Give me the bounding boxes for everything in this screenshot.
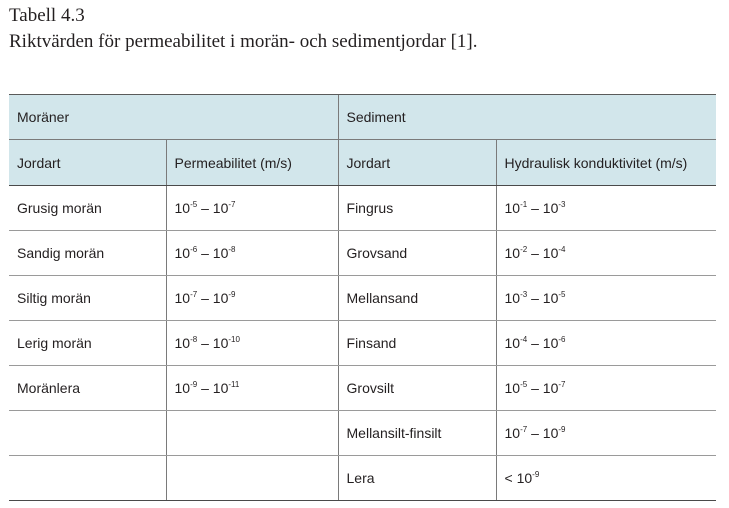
cell-right-conductivity: < $10^{-9}$ — [496, 456, 716, 501]
cell-left-soil: Siltig morän — [9, 276, 166, 321]
table-row — [9, 231, 716, 276]
cell-left-soil: Grusig morän — [9, 186, 166, 231]
table-title: Riktvärden för permeabilitet i morän- och sedimentjordar [1]. — [9, 31, 478, 52]
table-body — [9, 186, 716, 501]
cell-right-conductivity: $10^{-3} - 10^{-5}$ — [496, 276, 716, 321]
table-number: Tabell 4.3 — [9, 5, 85, 26]
table-row — [9, 411, 716, 456]
cell-left-soil — [9, 456, 166, 501]
group-header-row — [9, 95, 716, 140]
group-header-sediment: Sediment — [338, 95, 716, 140]
cell-left-permeability: $10^{-9} - 10^{-11}$ — [166, 366, 338, 411]
cell-left-soil — [9, 411, 166, 456]
table-caption — [9, 4, 478, 54]
table-row — [9, 186, 716, 231]
cell-left-permeability: $10^{-7} - 10^{-9}$ — [166, 276, 338, 321]
cell-right-soil: Grovsand — [338, 231, 496, 276]
cell-right-conductivity: $10^{-2} - 10^{-4}$ — [496, 231, 716, 276]
table-row — [9, 456, 716, 501]
cell-left-permeability — [166, 456, 338, 501]
table-row — [9, 276, 716, 321]
cell-right-soil: Lera — [338, 456, 496, 501]
cell-left-soil: Sandig morän — [9, 231, 166, 276]
group-header-moraner: Moräner — [9, 95, 338, 140]
column-header-hydraulisk-konduktivitet: Hydraulisk konduktivitet (m/s) — [496, 140, 716, 186]
table-row — [9, 366, 716, 411]
cell-right-conductivity: $10^{-7} - 10^{-9}$ — [496, 411, 716, 456]
cell-left-soil: Lerig morän — [9, 321, 166, 366]
cell-left-permeability — [166, 411, 338, 456]
column-header-jordart-right: Jordart — [338, 140, 496, 186]
cell-right-conductivity: $10^{-1} - 10^{-3}$ — [496, 186, 716, 231]
column-header-jordart-left: Jordart — [9, 140, 166, 186]
permeability-table — [9, 94, 716, 501]
column-header-row — [9, 140, 716, 186]
cell-right-conductivity: $10^{-5} - 10^{-7}$ — [496, 366, 716, 411]
cell-left-soil: Moränlera — [9, 366, 166, 411]
cell-right-soil: Mellansilt-finsilt — [338, 411, 496, 456]
cell-right-soil: Finsand — [338, 321, 496, 366]
table-row — [9, 321, 716, 366]
cell-right-conductivity: $10^{-4} - 10^{-6}$ — [496, 321, 716, 366]
column-header-permeabilitet: Permeabilitet (m/s) — [166, 140, 338, 186]
cell-left-permeability: $10^{-8} - 10^{-10}$ — [166, 321, 338, 366]
cell-right-soil: Mellansand — [338, 276, 496, 321]
cell-left-permeability: $10^{-6} - 10^{-8}$ — [166, 231, 338, 276]
cell-right-soil: Grovsilt — [338, 366, 496, 411]
cell-right-soil: Fingrus — [338, 186, 496, 231]
cell-left-permeability: $10^{-5} - 10^{-7}$ — [166, 186, 338, 231]
